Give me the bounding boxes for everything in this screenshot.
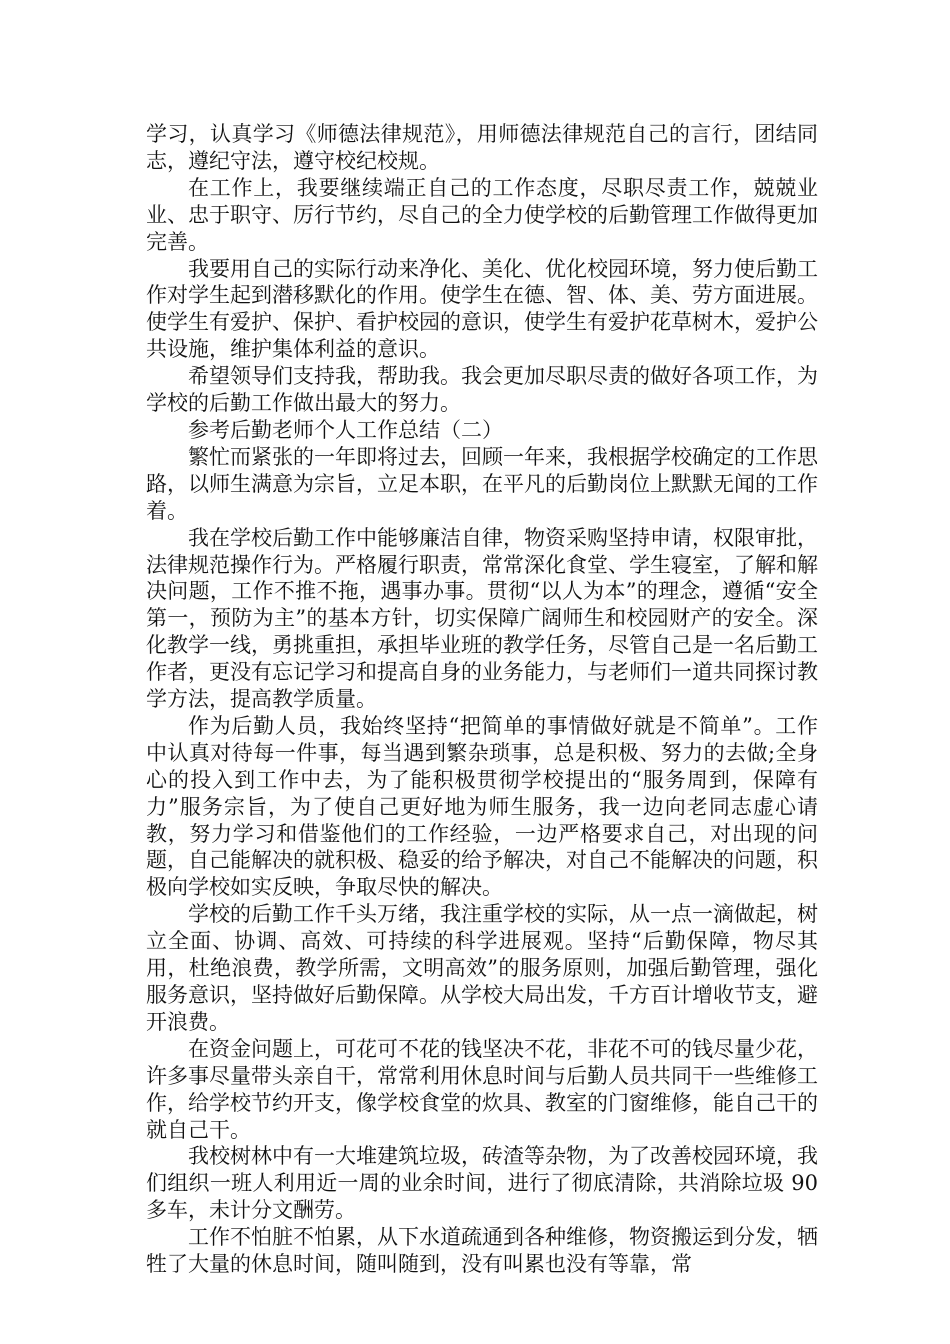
section-heading: 参考后勤老师个人工作总结（二）	[188, 417, 503, 442]
paragraph: 作为后勤人员，我始终坚持“把简单的事情做好就是不简单”。工作中认真对待每一件事，每当遇到繁杂琐事，总是积极、努力的去做;全身心的投入到工作中去，为了能积极贯彻学校提出的“服务周到，保障有力”服务宗旨，为了使自己更好地为师生服务，我一边向老同志虚心请教，努力学习和借鉴他们的工作经验，一边严格要求自己，对出现的问题，自己能解决的就积极、稳妥的给予解决，对自己不能解决的问题，积极向学校如实反映，争取尽快的解决。	[146, 713, 818, 900]
paragraph: 我校树林中有一大堆建筑垃圾，砖渣等杂物，为了改善校园环境，我们组织一班人利用近一周的业余时间，进行了彻底清除，共消除垃圾 90 多车，未计分文酬劳。	[146, 1144, 818, 1223]
paragraph: 希望领导们支持我，帮助我。我会更加尽职尽责的做好各项工作，为学校的后勤工作做出最大的努力。	[146, 364, 818, 416]
paragraph: 工作不怕脏不怕累，从下水道疏通到各种维修，物资搬运到分发，牺牲了大量的休息时间，随叫随到，没有叫累也没有等靠，常	[146, 1225, 818, 1277]
document-page	[146, 121, 818, 1278]
paragraph: 在资金问题上，可花可不花的钱坚决不花，非花不可的钱尽量少花，许多事尽量带头亲自干，常常利用休息时间与后勤人员共同干一些维修工作，给学校节约开支，像学校食堂的炊具、教室的门窗维修，能自己干的就自己干。	[146, 1036, 818, 1142]
paragraph: 在工作上，我要继续端正自己的工作态度，尽职尽责工作，兢兢业业、忠于职守、厉行节约，尽自己的全力使学校的后勤管理工作做得更加完善。	[146, 175, 818, 254]
paragraph: 学习，认真学习《师德法律规范》，用师德法律规范自己的言行，团结同志，遵纪守法，遵守校纪校规。	[146, 122, 818, 173]
paragraph: 繁忙而紧张的一年即将过去，回顾一年来，我根据学校确定的工作思路，以师生满意为宗旨，立足本职，在平凡的后勤岗位上默默无闻的工作着。	[146, 444, 818, 523]
paragraph: 我在学校后勤工作中能够廉洁自律，物资采购坚持申请，权限审批，法律规范操作行为。严格履行职责，常常深化食堂、学生寝室，了解和解决问题，工作不推不拖，遇事办事。贯彻“以人为本”的理念，遵循“安全第一，预防为主”的基本方针，切实保障广阔师生和校园财产的安全。深化教学一线，勇挑重担，承担毕业班的教学任务，尽管自己是一名后勤工作者，更没有忘记学习和提高自身的业务能力，与老师们一道共同探讨教学方法，提高教学质量。	[146, 525, 818, 712]
paragraph: 我要用自己的实际行动来净化、美化、优化校园环境，努力使后勤工作对学生起到潜移默化的作用。使学生在德、智、体、美、劳方面进展。使学生有爱护、保护、看护校园的意识，使学生有爱护花草树木，爱护公共设施，维护集体利益的意识。	[146, 256, 818, 362]
paragraph: 学校的后勤工作千头万绪，我注重学校的实际，从一点一滴做起，树立全面、协调、高效、可持续的科学进展观。坚持“后勤保障，物尽其用，杜绝浪费，教学所需，文明高效”的服务原则，加强后勤管理，强化服务意识，坚持做好后勤保障。从学校大局出发，千方百计增收节支，避开浪费。	[146, 902, 818, 1034]
